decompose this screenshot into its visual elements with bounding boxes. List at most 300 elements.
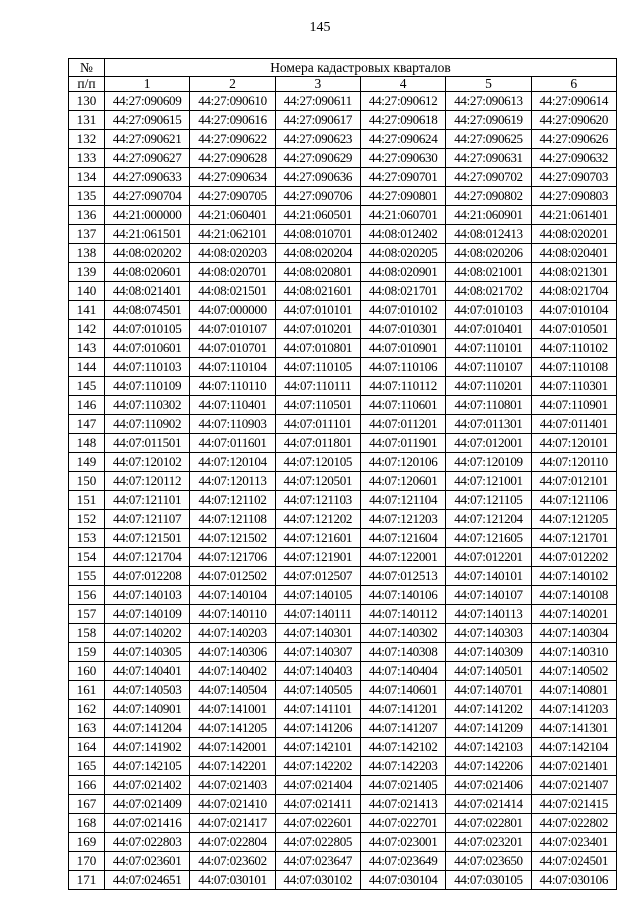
column-header: 6 [531,77,616,92]
cadastral-number-cell: 44:08:020401 [531,244,616,263]
cadastral-number-cell: 44:07:140113 [446,605,531,624]
cadastral-number-cell: 44:07:121601 [275,529,360,548]
table-row [69,624,617,643]
table-row [69,700,617,719]
cadastral-number-cell: 44:27:090705 [190,187,275,206]
cadastral-number-cell: 44:07:010501 [531,320,616,339]
cadastral-number-cell: 44:07:141205 [190,719,275,738]
cadastral-number-cell: 44:07:021411 [275,795,360,814]
cadastral-number-cell: 44:07:021410 [190,795,275,814]
cadastral-number-cell: 44:07:140107 [446,586,531,605]
cadastral-number-cell: 44:07:142001 [190,738,275,757]
cadastral-number-cell: 44:27:090631 [446,149,531,168]
cadastral-number-cell: 44:07:141001 [190,700,275,719]
cadastral-number-cell: 44:08:021704 [531,282,616,301]
cadastral-number-cell: 44:07:140401 [105,662,190,681]
cadastral-number-cell: 44:07:011601 [190,434,275,453]
cadastral-number-cell: 44:07:140502 [531,662,616,681]
cadastral-number-cell: 44:07:141206 [275,719,360,738]
cadastral-number-cell: 44:08:020205 [360,244,445,263]
cadastral-number-cell: 44:27:090803 [531,187,616,206]
cadastral-number-cell: 44:07:023001 [360,833,445,852]
row-number: 167 [69,795,105,814]
row-number: 163 [69,719,105,738]
row-number: 165 [69,757,105,776]
cadastral-number-cell: 44:07:122001 [360,548,445,567]
row-number: 155 [69,567,105,586]
cadastral-number-cell: 44:08:020201 [531,225,616,244]
cadastral-number-cell: 44:07:110801 [446,396,531,415]
cadastral-number-cell: 44:07:140104 [190,586,275,605]
table-row [69,548,617,567]
cadastral-number-cell: 44:07:110301 [531,377,616,396]
row-number: 156 [69,586,105,605]
cadastral-number-cell: 44:07:120101 [531,434,616,453]
cadastral-number-cell: 44:08:020203 [190,244,275,263]
row-number: 144 [69,358,105,377]
row-number: 132 [69,130,105,149]
cadastral-number-cell: 44:07:140307 [275,643,360,662]
cadastral-number-cell: 44:07:140901 [105,700,190,719]
cadastral-number-cell: 44:07:140403 [275,662,360,681]
table-row [69,453,617,472]
cadastral-number-cell: 44:07:110107 [446,358,531,377]
cadastral-number-cell: 44:07:121202 [275,510,360,529]
table-row [69,814,617,833]
cadastral-number-cell: 44:07:010102 [360,301,445,320]
table-row [69,244,617,263]
row-number: 169 [69,833,105,852]
table-row [69,681,617,700]
cadastral-number-cell: 44:07:021404 [275,776,360,795]
cadastral-number-cell: 44:07:121203 [360,510,445,529]
row-number: 153 [69,529,105,548]
row-number: 134 [69,168,105,187]
table-row [69,662,617,681]
cadastral-number-cell: 44:07:021415 [531,795,616,814]
cadastral-number-cell: 44:07:121102 [190,491,275,510]
cadastral-number-cell: 44:21:062101 [190,225,275,244]
cadastral-number-cell: 44:07:110201 [446,377,531,396]
cadastral-number-cell: 44:07:140102 [531,567,616,586]
cadastral-number-cell: 44:27:090624 [360,130,445,149]
row-number: 171 [69,871,105,890]
cadastral-number-cell: 44:07:142202 [275,757,360,776]
cadastral-number-cell: 44:27:090632 [531,149,616,168]
row-number: 159 [69,643,105,662]
cadastral-number-cell: 44:27:090629 [275,149,360,168]
cadastral-number-cell: 44:21:000000 [105,206,190,225]
cadastral-number-cell: 44:07:140105 [275,586,360,605]
cadastral-number-cell: 44:07:010105 [105,320,190,339]
row-number: 149 [69,453,105,472]
cadastral-number-cell: 44:07:110104 [190,358,275,377]
cadastral-number-cell: 44:07:110902 [105,415,190,434]
cadastral-number-cell: 44:27:090610 [190,92,275,111]
cadastral-number-cell: 44:07:140504 [190,681,275,700]
cadastral-number-cell: 44:07:140202 [105,624,190,643]
cadastral-number-cell: 44:07:121103 [275,491,360,510]
cadastral-number-cell: 44:07:121104 [360,491,445,510]
row-number: 160 [69,662,105,681]
cadastral-number-cell: 44:07:120110 [531,453,616,472]
cadastral-number-cell: 44:21:060501 [275,206,360,225]
cadastral-number-cell: 44:07:110903 [190,415,275,434]
cadastral-number-cell: 44:07:022701 [360,814,445,833]
cadastral-number-cell: 44:07:141202 [446,700,531,719]
cadastral-number-cell: 44:07:010101 [275,301,360,320]
row-number: 161 [69,681,105,700]
table-row [69,605,617,624]
cadastral-number-cell: 44:27:090703 [531,168,616,187]
cadastral-number-cell: 44:08:021601 [275,282,360,301]
table-row [69,852,617,871]
cadastral-number-cell: 44:27:090627 [105,149,190,168]
cadastral-number-cell: 44:07:110111 [275,377,360,396]
cadastral-number-cell: 44:27:090617 [275,111,360,130]
row-number: 145 [69,377,105,396]
cadastral-number-cell: 44:07:023201 [446,833,531,852]
header-row-columns [69,77,617,92]
cadastral-number-cell: 44:07:011401 [531,415,616,434]
cadastral-number-cell: 44:07:023647 [275,852,360,871]
cadastral-number-cell: 44:07:030101 [190,871,275,890]
cadastral-number-cell: 44:07:010401 [446,320,531,339]
cadastral-number-cell: 44:07:022601 [275,814,360,833]
cadastral-number-cell: 44:07:110110 [190,377,275,396]
table-row [69,434,617,453]
cadastral-number-cell: 44:08:012402 [360,225,445,244]
cadastral-number-cell: 44:07:140701 [446,681,531,700]
header-row-title [69,59,617,77]
cadastral-number-cell: 44:07:140101 [446,567,531,586]
cadastral-number-cell: 44:07:121704 [105,548,190,567]
table-row [69,263,617,282]
table-row [69,111,617,130]
row-number: 143 [69,339,105,358]
cadastral-number-cell: 44:08:020601 [105,263,190,282]
cadastral-number-cell: 44:07:140308 [360,643,445,662]
row-number: 140 [69,282,105,301]
cadastral-number-cell: 44:07:010801 [275,339,360,358]
cadastral-number-cell: 44:27:090706 [275,187,360,206]
table-row [69,377,617,396]
table-row [69,871,617,890]
cadastral-number-cell: 44:27:090609 [105,92,190,111]
cadastral-number-cell: 44:07:000000 [190,301,275,320]
cadastral-number-cell: 44:07:110501 [275,396,360,415]
column-header: 2 [190,77,275,92]
cadastral-number-cell: 44:07:022804 [190,833,275,852]
table-body [69,92,617,890]
cadastral-number-cell: 44:07:121205 [531,510,616,529]
column-header: 5 [446,77,531,92]
table-row [69,339,617,358]
cadastral-number-cell: 44:07:140601 [360,681,445,700]
cadastral-number-cell: 44:07:140501 [446,662,531,681]
cadastral-number-cell: 44:27:090612 [360,92,445,111]
cadastral-number-cell: 44:07:140111 [275,605,360,624]
row-number: 148 [69,434,105,453]
cadastral-number-cell: 44:07:030104 [360,871,445,890]
cadastral-number-cell: 44:07:021417 [190,814,275,833]
table-row [69,833,617,852]
cadastral-number-cell: 44:27:090621 [105,130,190,149]
cadastral-number-cell: 44:27:090704 [105,187,190,206]
cadastral-number-cell: 44:07:121105 [446,491,531,510]
cadastral-number-cell: 44:07:120102 [105,453,190,472]
table-row [69,567,617,586]
cadastral-number-cell: 44:27:090619 [446,111,531,130]
cadastral-number-cell: 44:07:142105 [105,757,190,776]
cadastral-number-cell: 44:21:061401 [531,206,616,225]
cadastral-number-cell: 44:07:140109 [105,605,190,624]
cadastral-number-cell: 44:27:090620 [531,111,616,130]
cadastral-number-cell: 44:07:141201 [360,700,445,719]
cadastral-number-cell: 44:07:021414 [446,795,531,814]
cadastral-number-cell: 44:08:020206 [446,244,531,263]
row-number: 142 [69,320,105,339]
row-number: 158 [69,624,105,643]
cadastral-number-cell: 44:07:120104 [190,453,275,472]
cadastral-number-cell: 44:07:110302 [105,396,190,415]
cadastral-number-cell: 44:27:090701 [360,168,445,187]
cadastral-number-cell: 44:07:140310 [531,643,616,662]
cadastral-number-cell: 44:07:121706 [190,548,275,567]
cadastral-number-cell: 44:07:140103 [105,586,190,605]
cadastral-number-cell: 44:27:090622 [190,130,275,149]
cadastral-number-cell: 44:07:010901 [360,339,445,358]
cadastral-number-cell: 44:07:024651 [105,871,190,890]
row-number: 150 [69,472,105,491]
cadastral-number-cell: 44:07:012208 [105,567,190,586]
cadastral-number-cell: 44:07:021403 [190,776,275,795]
table-row [69,776,617,795]
cadastral-number-cell: 44:07:140304 [531,624,616,643]
row-number: 151 [69,491,105,510]
cadastral-number-cell: 44:27:090613 [446,92,531,111]
cadastral-number-cell: 44:07:010104 [531,301,616,320]
table-row [69,415,617,434]
cadastral-number-cell: 44:07:010701 [190,339,275,358]
cadastral-number-cell: 44:07:140301 [275,624,360,643]
row-number: 162 [69,700,105,719]
table-header [69,59,617,92]
cadastral-number-cell: 44:07:010107 [190,320,275,339]
table-row [69,206,617,225]
cadastral-number-cell: 44:07:121001 [446,472,531,491]
cadastral-number-cell: 44:07:021405 [360,776,445,795]
cadastral-number-cell: 44:07:030105 [446,871,531,890]
cadastral-number-cell: 44:07:021402 [105,776,190,795]
row-number: 168 [69,814,105,833]
cadastral-number-cell: 44:07:023649 [360,852,445,871]
row-number: 130 [69,92,105,111]
table-row [69,719,617,738]
cadastral-number-cell: 44:07:012513 [360,567,445,586]
table-row [69,187,617,206]
cadastral-number-cell: 44:07:110102 [531,339,616,358]
cadastral-number-cell: 44:07:121108 [190,510,275,529]
cadastral-number-cell: 44:07:011101 [275,415,360,434]
cadastral-number-cell: 44:07:021413 [360,795,445,814]
cadastral-number-cell: 44:07:023650 [446,852,531,871]
cadastral-number-cell: 44:07:140110 [190,605,275,624]
cadastral-number-cell: 44:07:023601 [105,852,190,871]
cadastral-number-cell: 44:07:120106 [360,453,445,472]
cadastral-number-cell: 44:27:090615 [105,111,190,130]
row-number: 136 [69,206,105,225]
cadastral-number-cell: 44:07:140801 [531,681,616,700]
cadastral-number-cell: 44:27:090626 [531,130,616,149]
cadastral-number-cell: 44:07:110101 [446,339,531,358]
cadastral-number-cell: 44:07:010301 [360,320,445,339]
row-number: 154 [69,548,105,567]
cadastral-number-cell: 44:08:021301 [531,263,616,282]
cadastral-number-cell: 44:07:110401 [190,396,275,415]
cadastral-number-cell: 44:07:012201 [446,548,531,567]
cadastral-number-cell: 44:07:023602 [190,852,275,871]
cadastral-number-cell: 44:07:021401 [531,757,616,776]
cadastral-quarters-table [68,58,617,890]
table-row [69,757,617,776]
cadastral-number-cell: 44:07:010601 [105,339,190,358]
row-number: 139 [69,263,105,282]
row-number: 138 [69,244,105,263]
table-row [69,643,617,662]
column-header: 1 [105,77,190,92]
cadastral-number-cell: 44:07:121605 [446,529,531,548]
cadastral-number-cell: 44:07:120105 [275,453,360,472]
row-number: 133 [69,149,105,168]
cadastral-number-cell: 44:07:120112 [105,472,190,491]
cadastral-number-cell: 44:07:011901 [360,434,445,453]
row-number: 141 [69,301,105,320]
cadastral-number-cell: 44:07:120109 [446,453,531,472]
cadastral-number-cell: 44:27:090630 [360,149,445,168]
cadastral-number-cell: 44:07:024501 [531,852,616,871]
cadastral-number-cell: 44:27:090633 [105,168,190,187]
cadastral-number-cell: 44:07:140305 [105,643,190,662]
table-row [69,396,617,415]
cadastral-number-cell: 44:07:140404 [360,662,445,681]
cadastral-number-cell: 44:21:061501 [105,225,190,244]
table-row [69,301,617,320]
table-row [69,358,617,377]
table-row [69,472,617,491]
row-number: 147 [69,415,105,434]
cadastral-number-cell: 44:07:012101 [531,472,616,491]
cadastral-number-cell: 44:07:022802 [531,814,616,833]
row-number: 131 [69,111,105,130]
cadastral-number-cell: 44:07:012502 [190,567,275,586]
cadastral-number-cell: 44:07:030106 [531,871,616,890]
cadastral-number-cell: 44:07:110108 [531,358,616,377]
cadastral-number-cell: 44:27:090702 [446,168,531,187]
cadastral-number-cell: 44:07:140309 [446,643,531,662]
table-row [69,92,617,111]
cadastral-number-cell: 44:08:021001 [446,263,531,282]
table-row [69,282,617,301]
cadastral-number-cell: 44:07:121106 [531,491,616,510]
table-row [69,491,617,510]
cadastral-number-cell: 44:07:012507 [275,567,360,586]
cadastral-number-cell: 44:07:140203 [190,624,275,643]
cadastral-number-cell: 44:27:090614 [531,92,616,111]
cadastral-number-cell: 44:21:060701 [360,206,445,225]
table-row [69,168,617,187]
cadastral-number-cell: 44:07:110601 [360,396,445,415]
cadastral-number-cell: 44:08:021702 [446,282,531,301]
cadastral-number-cell: 44:07:140503 [105,681,190,700]
cadastral-number-cell: 44:07:121701 [531,529,616,548]
table-row [69,529,617,548]
cadastral-number-cell: 44:07:011801 [275,434,360,453]
row-number: 170 [69,852,105,871]
cadastral-number-cell: 44:07:140108 [531,586,616,605]
cadastral-number-cell: 44:07:021406 [446,776,531,795]
cadastral-number-cell: 44:08:021501 [190,282,275,301]
cadastral-number-cell: 44:08:021701 [360,282,445,301]
cadastral-number-cell: 44:08:020901 [360,263,445,282]
cadastral-number-cell: 44:07:022803 [105,833,190,852]
cadastral-number-cell: 44:07:110112 [360,377,445,396]
cadastral-number-cell: 44:07:021409 [105,795,190,814]
table-row [69,149,617,168]
row-number: 164 [69,738,105,757]
cadastral-number-cell: 44:07:110106 [360,358,445,377]
cadastral-number-cell: 44:08:074501 [105,301,190,320]
cadastral-number-cell: 44:07:110901 [531,396,616,415]
table-row [69,225,617,244]
cadastral-number-cell: 44:07:110103 [105,358,190,377]
cadastral-number-cell: 44:08:021401 [105,282,190,301]
cadastral-number-cell: 44:07:012001 [446,434,531,453]
cadastral-number-cell: 44:27:090618 [360,111,445,130]
cadastral-number-cell: 44:07:012202 [531,548,616,567]
cadastral-number-cell: 44:07:121502 [190,529,275,548]
cadastral-number-cell: 44:08:020202 [105,244,190,263]
cadastral-number-cell: 44:08:020701 [190,263,275,282]
cadastral-number-cell: 44:08:020204 [275,244,360,263]
cadastral-number-cell: 44:07:141204 [105,719,190,738]
cadastral-number-cell: 44:07:142102 [360,738,445,757]
table-row [69,795,617,814]
cadastral-number-cell: 44:08:010701 [275,225,360,244]
cadastral-number-cell: 44:07:141209 [446,719,531,738]
cadastral-number-cell: 44:07:141301 [531,719,616,738]
cadastral-number-cell: 44:07:141207 [360,719,445,738]
cadastral-number-cell: 44:07:011201 [360,415,445,434]
cadastral-number-cell: 44:07:142206 [446,757,531,776]
cadastral-number-cell: 44:07:142104 [531,738,616,757]
table-row [69,510,617,529]
cadastral-number-cell: 44:07:140201 [531,605,616,624]
cadastral-number-cell: 44:27:090623 [275,130,360,149]
row-number: 157 [69,605,105,624]
column-header: 3 [275,77,360,92]
cadastral-number-cell: 44:07:120601 [360,472,445,491]
cadastral-number-cell: 44:27:090616 [190,111,275,130]
cadastral-number-cell: 44:07:140302 [360,624,445,643]
cadastral-number-cell: 44:07:023401 [531,833,616,852]
header-title: Номера кадастровых кварталов [105,59,617,77]
row-number: 135 [69,187,105,206]
cadastral-number-cell: 44:08:012413 [446,225,531,244]
cadastral-number-cell: 44:07:121101 [105,491,190,510]
cadastral-number-cell: 44:07:141902 [105,738,190,757]
cadastral-number-cell: 44:07:022801 [446,814,531,833]
